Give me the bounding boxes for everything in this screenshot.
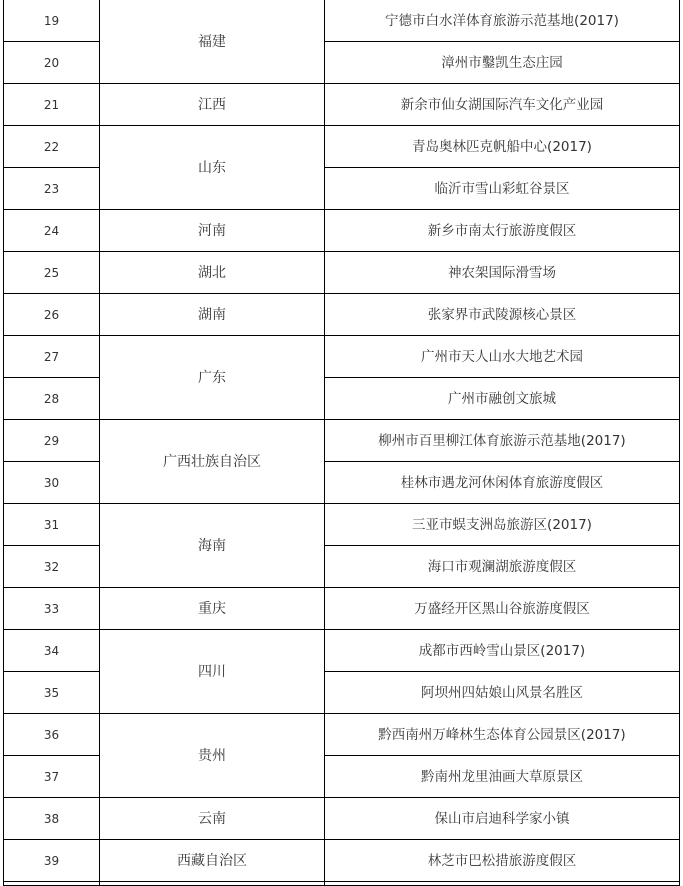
province-cell: 四川 [100,630,325,714]
table-row [4,126,680,168]
row-number: 20 [4,42,100,84]
province-cell: 河南 [100,210,325,252]
table-row [4,252,680,294]
site-name: 黔西南州万峰林生态体育公园景区(2017) [325,714,680,756]
row-number: 33 [4,588,100,630]
row-number: 32 [4,546,100,588]
site-name: 神农架国际滑雪场 [325,252,680,294]
tail-cell [100,882,325,886]
province-cell: 海南 [100,504,325,588]
row-number: 23 [4,168,100,210]
table-row [4,840,680,882]
site-name: 保山市启迪科学家小镇 [325,798,680,840]
site-name: 广州市融创文旅城 [325,378,680,420]
row-number: 36 [4,714,100,756]
site-name: 临沂市雪山彩虹谷景区 [325,168,680,210]
site-name: 成都市西岭雪山景区(2017) [325,630,680,672]
province-cell: 广东 [100,336,325,420]
table-row [4,294,680,336]
table-row [4,420,680,462]
row-number: 21 [4,84,100,126]
province-cell: 福建 [100,0,325,84]
row-number: 19 [4,0,100,42]
row-number: 39 [4,840,100,882]
table-row [4,210,680,252]
table-row-tail [4,882,680,886]
province-cell: 云南 [100,798,325,840]
site-name: 桂林市遇龙河休闲体育旅游度假区 [325,462,680,504]
province-cell: 贵州 [100,714,325,798]
site-name: 新乡市南太行旅游度假区 [325,210,680,252]
province-cell: 江西 [100,84,325,126]
row-number: 29 [4,420,100,462]
province-cell: 广西壮族自治区 [100,420,325,504]
sports-tourism-table [3,0,680,886]
site-name: 张家界市武陵源核心景区 [325,294,680,336]
row-number: 35 [4,672,100,714]
province-cell: 湖南 [100,294,325,336]
row-number: 26 [4,294,100,336]
tail-cell [325,882,680,886]
site-name: 柳州市百里柳江体育旅游示范基地(2017) [325,420,680,462]
row-number: 24 [4,210,100,252]
table-row [4,630,680,672]
table-row [4,714,680,756]
province-cell: 山东 [100,126,325,210]
site-name: 黔南州龙里油画大草原景区 [325,756,680,798]
table-row [4,798,680,840]
row-number: 34 [4,630,100,672]
site-name: 青岛奥林匹克帆船中心(2017) [325,126,680,168]
site-name: 广州市天人山水大地艺术园 [325,336,680,378]
row-number: 22 [4,126,100,168]
row-number: 31 [4,504,100,546]
table-row [4,588,680,630]
row-number: 37 [4,756,100,798]
tail-cell [4,882,100,886]
site-name: 宁德市白水洋体育旅游示范基地(2017) [325,0,680,42]
row-number: 27 [4,336,100,378]
row-number: 38 [4,798,100,840]
site-name: 漳州市鑿凯生态庄园 [325,42,680,84]
site-name: 海口市观澜湖旅游度假区 [325,546,680,588]
site-name: 林芝市巴松措旅游度假区 [325,840,680,882]
row-number: 25 [4,252,100,294]
table-row [4,504,680,546]
province-cell: 重庆 [100,588,325,630]
row-number: 30 [4,462,100,504]
province-cell: 湖北 [100,252,325,294]
table-row [4,0,680,42]
site-name: 三亚市蜈支洲岛旅游区(2017) [325,504,680,546]
table-row [4,336,680,378]
table-row [4,84,680,126]
site-name: 新余市仙女湖国际汽车文化产业园 [325,84,680,126]
province-cell: 西藏自治区 [100,840,325,882]
site-name: 万盛经开区黑山谷旅游度假区 [325,588,680,630]
row-number: 28 [4,378,100,420]
site-name: 阿坝州四姑娘山风景名胜区 [325,672,680,714]
